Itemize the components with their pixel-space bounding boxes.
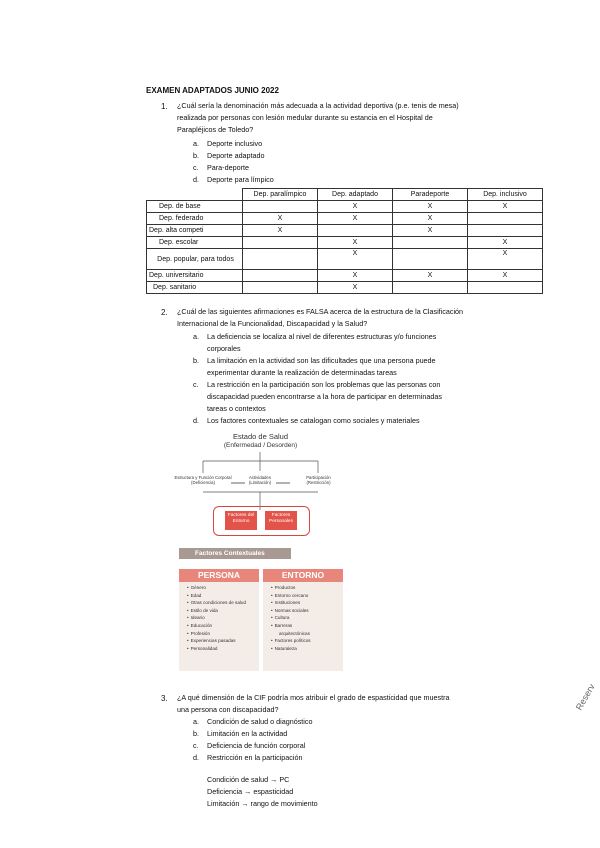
persona-column [179,569,259,671]
option-letter: d. [193,753,199,762]
note-value: PC [279,775,290,784]
list-item: • Personalidad [187,645,259,653]
list-item: • Otras condiciones de salud [187,599,259,607]
note-value: rango de movimiento [250,799,318,808]
table-cell: X [468,270,543,282]
q1-option-d [193,174,274,186]
table-row [147,201,543,213]
q3-option-a [193,716,313,728]
option-text [207,379,442,415]
table-row [147,282,543,294]
note-term: Deficiencia [207,787,243,796]
label-line: Entorno [232,519,250,524]
question-1-options [193,138,274,186]
table-corner [147,189,243,201]
option-letter: d. [193,416,199,425]
table-cell: X [393,201,468,213]
table-row [147,225,543,237]
contextual-factors-bar: Factores Contextuales [179,548,291,559]
option-letter: d. [193,175,199,184]
table-header: Paradeporte [393,189,468,201]
sport-classification-table [146,188,543,294]
label-line: Personales [269,519,293,524]
q1-line: ¿Cuál sería la denominación más adecuada a la actividad deportiva (p.e. tenis de mesa) [177,101,459,110]
table-cell [393,249,468,270]
option-letter: a. [193,717,199,726]
q3-line: una persona con discapacidad? [177,705,279,714]
diagram-title: Estado de Salud [232,432,289,441]
watermark: Reserv [574,682,598,712]
note-line [207,786,318,798]
option-letter: b. [193,151,199,160]
option-text: Los factores contextuales se catalogan como sociales y materiales [207,416,420,425]
table-header: Dep. inclusivo [468,189,543,201]
table-header: Dep. adaptado [318,189,393,201]
label-line: Participación [306,475,331,480]
q1-line: realizada por personas con lesión medular durante su estancia en el Hospital de [177,113,433,122]
table-cell [243,249,318,270]
option-line: discapacidad pueden encontrarse a la hora de participar en determinadas [207,392,442,401]
table-row [147,270,543,282]
option-line: experimentar durante la realización de determinadas tareas [207,368,397,377]
list-item: • Experiencias pasadas [187,637,259,645]
list-item: • Estilo de vida [187,607,259,615]
arrow-icon: → [241,799,249,808]
activities-label [240,475,280,485]
note-term: Condición de salud [207,775,269,784]
label-line: Actividades [249,475,271,480]
q3-line: ¿A qué dimensión de la CIF podría mos atribuir el grado de espasticidad que muestra [177,693,450,702]
table-row [147,249,543,270]
table-cell [468,282,543,294]
option-letter: c. [193,741,199,750]
table-header-row [147,189,543,201]
diagram-subtitle: (Enfermedad / Desorden) [223,442,298,449]
option-text: Limitación en la actividad [207,729,288,738]
option-letter: b. [193,356,199,365]
entorno-header: ENTORNO [263,569,343,582]
table-cell [468,225,543,237]
table-row [147,237,543,249]
table-cell: X [318,201,393,213]
list-item: • Factores políticos [271,637,343,645]
option-line: La deficiencia se localiza al nivel de diferentes estructuras y/o funciones [207,332,437,341]
table-cell: X [393,225,468,237]
question-2-text [177,306,507,330]
q3-option-c [193,740,313,752]
table-cell: X [393,213,468,225]
cif-diagram [173,432,348,662]
list-item: • Género [187,584,259,592]
list-item-continuation: arquitectónicas [279,630,310,636]
table-cell [393,237,468,249]
note-line [207,774,318,786]
label-line: (Restricción) [306,480,331,485]
question-2-options [193,331,493,427]
q2-option-a [193,331,493,355]
option-text: Restricción en la participación [207,753,303,762]
table-cell [243,201,318,213]
label-line: Factores [271,513,291,518]
table-cell: X [468,249,543,270]
q1-line: Parapléjicos de Toledo? [177,125,254,134]
list-item: • Normas sociales [271,607,343,615]
question-3-text [177,692,507,716]
option-letter: c. [193,163,199,172]
row-label: Dep. de base [147,201,243,213]
table-cell: X [318,249,393,270]
body-structure-label [173,475,233,485]
option-text: Para-deporte [207,163,249,172]
row-label: Dep. universitario [147,270,243,282]
option-letter: a. [193,139,199,148]
persona-header: PERSONA [179,569,259,582]
arrow-icon: → [270,775,278,784]
option-text: Deporte inclusivo [207,139,263,148]
list-item: • Profesión [187,630,259,638]
question-1-number: 1. [161,102,168,111]
q1-option-b [193,150,274,162]
table-cell [243,237,318,249]
option-letter: a. [193,332,199,341]
option-letter: c. [193,380,199,389]
arrow-icon: → [244,787,252,796]
q1-option-a [193,138,274,150]
list-item: • Instituciones [271,599,343,607]
row-label: Dep. federado [147,213,243,225]
list-item: • Productos [271,584,343,592]
question-3-number: 3. [161,694,168,703]
q3-option-d [193,752,313,764]
table-cell [393,282,468,294]
persona-list [179,584,259,652]
table-cell: X [318,213,393,225]
label-line: (Limitación) [248,480,272,485]
option-text: Deficiencia de función corporal [207,741,306,750]
table-cell [468,213,543,225]
q2-option-b [193,355,493,379]
table-cell: X [318,282,393,294]
row-label: Dep. popular, para todos [147,249,243,270]
label-line: Estructura y Función Corporal [174,475,232,480]
option-line: tareas o contextos [207,404,266,413]
row-label: Dep. alta competi [147,225,243,237]
row-label: Dep. sanitario [147,282,243,294]
list-item: • Naturaleza [271,645,343,653]
q2-line: Internacional de la Funcionalidad, Discapacidad y la Salud? [177,319,368,328]
note-line [207,798,318,810]
entorno-list [263,584,343,652]
option-text [207,331,436,355]
option-text: Deporte para límpico [207,175,274,184]
list-item: • Entorno cercano [271,592,343,600]
note-term: Limitación [207,799,240,808]
participation-label [291,475,346,485]
personal-factors-box [265,511,297,530]
table-cell: X [318,237,393,249]
table-cell: X [243,225,318,237]
q1-option-c [193,162,274,174]
entorno-column [263,569,343,671]
option-text: Deporte adaptado [207,151,265,160]
table-cell [243,270,318,282]
list-item: • Ideario [187,614,259,622]
option-text: Condición de salud o diagnóstico [207,717,313,726]
q3-option-b [193,728,313,740]
table-cell: X [468,237,543,249]
label-line: (Deficiencia) [191,480,215,485]
list-item: • Cultura [271,614,343,622]
table-cell [318,225,393,237]
question-2-number: 2. [161,308,168,317]
option-line: corporales [207,344,241,353]
exam-title: EXAMEN ADAPTADOS JUNIO 2022 [146,86,279,95]
list-item: • Educación [187,622,259,630]
option-letter: b. [193,729,199,738]
table-cell: X [468,201,543,213]
table-cell: X [318,270,393,282]
table-cell [243,282,318,294]
option-text [207,355,436,379]
question-3-options [193,716,313,764]
label-line: Factores del [227,513,255,518]
option-line: La restricción en la participación son los problemas que las personas con [207,380,441,389]
list-item: • Barreras [271,622,343,630]
q2-option-d [193,415,493,427]
list-item: • Edad [187,592,259,600]
q2-line: ¿Cuál de las siguientes afirmaciones es FALSA acerca de la estructura de la Clasificación [177,307,464,316]
note-value: espasticidad [253,787,294,796]
q3-notes [207,774,318,810]
row-label: Dep. escolar [147,237,243,249]
table-cell: X [393,270,468,282]
q2-option-c [193,379,493,415]
question-1-text [177,100,502,136]
option-line: La limitación en la actividad son las dificultades que una persona puede [207,356,436,365]
table-row [147,213,543,225]
table-header: Dep. paralímpico [243,189,318,201]
environment-factors-box [225,511,257,530]
table-cell: X [243,213,318,225]
